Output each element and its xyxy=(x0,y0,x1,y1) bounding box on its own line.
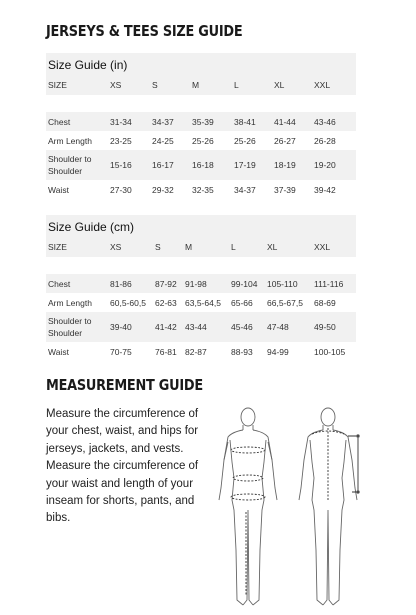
cell-value: 39-40 xyxy=(110,322,132,332)
cell-value: 29-32 xyxy=(152,184,174,195)
size-table-centimeters xyxy=(46,215,356,361)
cell-value: 62-63 xyxy=(155,297,177,308)
header-s: S xyxy=(155,241,161,252)
measurement-guide-title: MEASUREMENT GUIDE xyxy=(46,376,203,394)
cell-value: 45-46 xyxy=(231,322,253,332)
header-xl: XL xyxy=(274,79,285,90)
table-row xyxy=(46,274,356,293)
table-row xyxy=(46,342,356,361)
table-row xyxy=(46,293,356,312)
table-caption: Size Guide (cm) xyxy=(48,220,135,234)
table-header-block xyxy=(46,215,356,257)
size-guide-title: JERSEYS & TEES SIZE GUIDE xyxy=(46,22,243,40)
row-label: Arm Length xyxy=(48,297,92,308)
cell-value: 60,5-60,5 xyxy=(110,297,146,308)
table-header-block xyxy=(46,53,356,95)
measurement-instructions: Measure the circumference of your chest, waist, and hips for jerseys, jackets, and vests. Measure the circumference of your waist and length of your inseam for shorts, pants, and bibs. xyxy=(46,408,199,525)
table-row xyxy=(46,312,356,342)
cell-value: 34-37 xyxy=(234,184,256,195)
cell-value: 94-99 xyxy=(267,346,289,357)
cell-value: 26-28 xyxy=(314,135,336,146)
header-l: L xyxy=(234,79,239,90)
cell-value: 99-104 xyxy=(231,278,258,289)
body-measurement-figures-icon xyxy=(210,400,370,615)
cell-value: 41-42 xyxy=(155,322,177,332)
table-header-row xyxy=(46,74,356,95)
row-label: Arm Length xyxy=(48,135,92,146)
header-xs: XS xyxy=(110,79,122,90)
cell-value: 68-69 xyxy=(314,297,336,308)
back-figure-icon xyxy=(299,408,359,605)
table-row xyxy=(46,180,356,199)
cell-value: 111-116 xyxy=(314,278,344,289)
cell-value: 76-81 xyxy=(155,346,177,357)
row-label: Waist xyxy=(48,184,69,195)
cell-value: 17-19 xyxy=(234,160,256,170)
cell-value: 38-41 xyxy=(234,116,256,127)
cell-value: 82-87 xyxy=(185,346,207,357)
row-label: Chest xyxy=(48,278,71,289)
cell-value: 27-30 xyxy=(110,184,132,195)
table-row xyxy=(46,131,356,150)
header-size: SIZE xyxy=(48,241,67,252)
cell-value: 34-37 xyxy=(152,116,174,127)
cell-value: 16-18 xyxy=(192,160,214,170)
header-xxl: XXL xyxy=(314,241,331,252)
cell-value: 47-48 xyxy=(267,322,289,332)
cell-value: 91-98 xyxy=(185,278,207,289)
cell-value: 81-86 xyxy=(110,278,132,289)
cell-value: 66,5-67,5 xyxy=(267,297,303,308)
header-m: M xyxy=(192,79,200,90)
cell-value: 19-20 xyxy=(314,160,336,170)
row-label: Chest xyxy=(48,116,71,127)
cell-value: 24-25 xyxy=(152,135,174,146)
cell-value: 63,5-64,5 xyxy=(185,297,221,308)
header-xxl: XXL xyxy=(314,79,331,90)
header-s: S xyxy=(152,79,158,90)
cell-value: 43-44 xyxy=(185,322,207,332)
header-size: SIZE xyxy=(48,79,67,90)
cell-value: 25-26 xyxy=(192,135,214,146)
cell-value: 100-105 xyxy=(314,346,346,357)
cell-value: 37-39 xyxy=(274,184,296,195)
header-xl: XL xyxy=(267,241,278,252)
cell-value: 25-26 xyxy=(234,135,256,146)
header-m: M xyxy=(185,241,193,252)
cell-value: 35-39 xyxy=(192,116,214,127)
cell-value: 49-50 xyxy=(314,322,336,332)
cell-value: 88-93 xyxy=(231,346,253,357)
front-figure-icon xyxy=(219,408,277,605)
cell-value: 15-16 xyxy=(110,160,132,170)
row-label: Shoulder to Shoulder xyxy=(48,316,92,338)
cell-value: 31-34 xyxy=(110,116,132,127)
cell-value: 65-66 xyxy=(231,297,253,308)
table-caption: Size Guide (in) xyxy=(48,58,128,72)
size-table-inches xyxy=(46,53,356,199)
cell-value: 39-42 xyxy=(314,184,336,195)
header-xs: XS xyxy=(110,241,122,252)
cell-value: 26-27 xyxy=(274,135,296,146)
table-header-row xyxy=(46,236,356,257)
table-row xyxy=(46,150,356,180)
cell-value: 23-25 xyxy=(110,135,132,146)
row-label: Waist xyxy=(48,346,69,357)
row-label: Shoulder to Shoulder xyxy=(48,154,92,176)
cell-value: 16-17 xyxy=(152,160,174,170)
cell-value: 43-46 xyxy=(314,116,336,127)
cell-value: 105-110 xyxy=(267,278,298,289)
cell-value: 32-35 xyxy=(192,184,214,195)
cell-value: 87-92 xyxy=(155,278,177,289)
table-row xyxy=(46,112,356,131)
cell-value: 41-44 xyxy=(274,116,296,127)
cell-value: 18-19 xyxy=(274,160,296,170)
cell-value: 70-75 xyxy=(110,346,132,357)
header-l: L xyxy=(231,241,236,252)
